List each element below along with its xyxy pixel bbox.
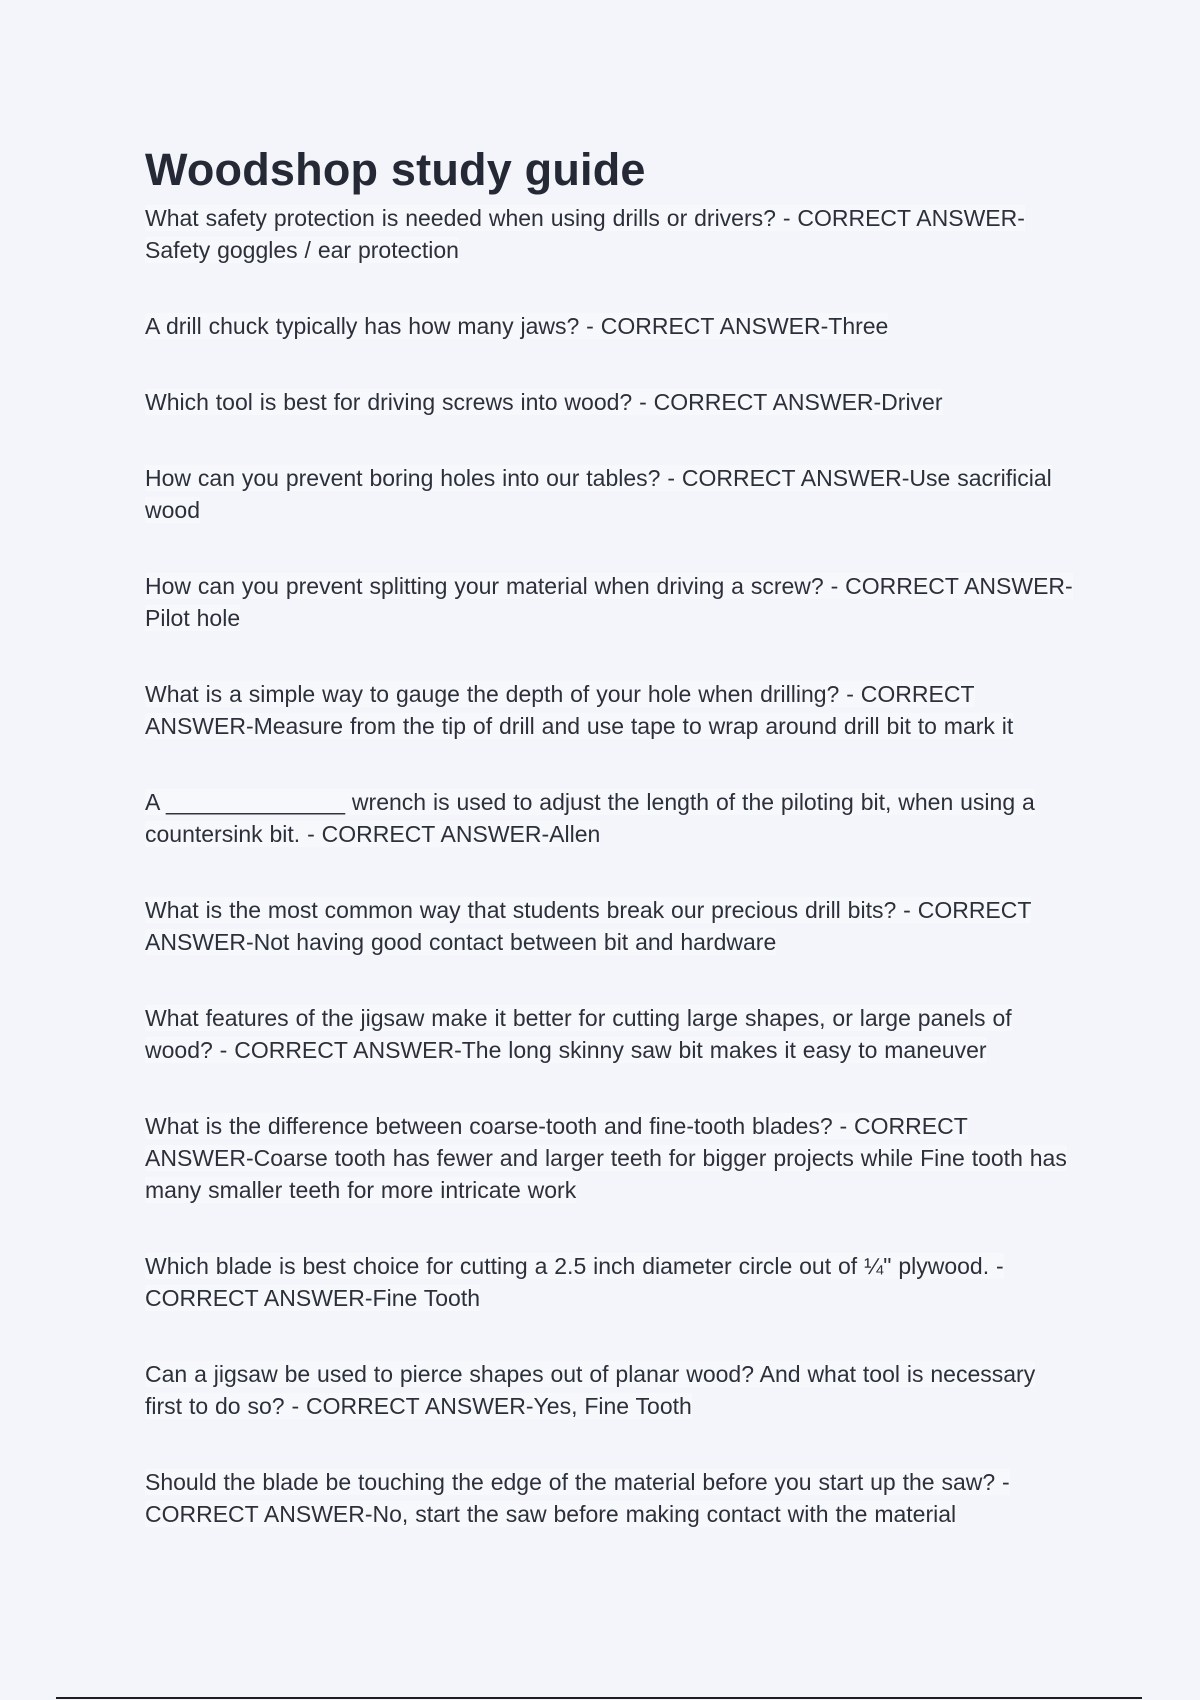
document-title: Woodshop study guide bbox=[145, 144, 646, 195]
qa-text: A drill chuck typically has how many jaws? - CORRECT ANSWER-Three bbox=[145, 313, 889, 339]
qa-item bbox=[145, 894, 1075, 958]
qa-text: What is the difference between coarse-tooth and fine-tooth blades? - CORRECT ANSWER-Coarse tooth has fewer and larger teeth for bigger projects while Fine tooth has many smaller teeth for more intricate work bbox=[145, 1113, 1067, 1203]
qa-item bbox=[145, 310, 1075, 342]
page-bottom-rule bbox=[56, 1697, 1142, 1699]
qa-text: What is the most common way that students break our precious drill bits? - CORRECT ANSWER-Not having good contact between bit and hardware bbox=[145, 897, 1032, 955]
qa-text: Which tool is best for driving screws into wood? - CORRECT ANSWER-Driver bbox=[145, 389, 943, 415]
qa-text: A ______________ wrench is used to adjust the length of the piloting bit, when using a countersink bit. - CORRECT ANSWER-Allen bbox=[145, 789, 1035, 847]
qa-item bbox=[145, 786, 1075, 850]
qa-item bbox=[145, 1358, 1075, 1422]
qa-item bbox=[145, 462, 1075, 526]
qa-text: What features of the jigsaw make it better for cutting large shapes, or large panels of wood? - CORRECT ANSWER-The long skinny saw bit makes it easy to maneuver bbox=[145, 1005, 1012, 1063]
qa-text: How can you prevent boring holes into our tables? - CORRECT ANSWER-Use sacrificial wood bbox=[145, 465, 1052, 523]
qa-item bbox=[145, 570, 1075, 634]
qa-text: Should the blade be touching the edge of the material before you start up the saw? - CORRECT ANSWER-No, start the saw before making contact with the material bbox=[145, 1469, 1010, 1527]
qa-item bbox=[145, 1250, 1075, 1314]
qa-text: How can you prevent splitting your material when driving a screw? - CORRECT ANSWER-Pilot hole bbox=[145, 573, 1073, 631]
qa-item bbox=[145, 202, 1075, 266]
qa-text: Can a jigsaw be used to pierce shapes out of planar wood? And what tool is necessary first to do so? - CORRECT ANSWER-Yes, Fine Tooth bbox=[145, 1361, 1036, 1419]
qa-list bbox=[145, 202, 1075, 1530]
qa-text: Which blade is best choice for cutting a 2.5 inch diameter circle out of ¼" plywood. - CORRECT ANSWER-Fine Tooth bbox=[145, 1253, 1004, 1311]
qa-text: What is a simple way to gauge the depth of your hole when drilling? - CORRECT ANSWER-Measure from the tip of drill and use tape to wrap around drill bit to mark it bbox=[145, 681, 1014, 739]
qa-text: What safety protection is needed when using drills or drivers? - CORRECT ANSWER-Safety goggles / ear protection bbox=[145, 205, 1025, 263]
qa-item bbox=[145, 1002, 1075, 1066]
document-page bbox=[145, 143, 1075, 1574]
qa-item bbox=[145, 678, 1075, 742]
qa-item bbox=[145, 1466, 1075, 1530]
qa-item bbox=[145, 386, 1075, 418]
qa-item bbox=[145, 1110, 1075, 1206]
